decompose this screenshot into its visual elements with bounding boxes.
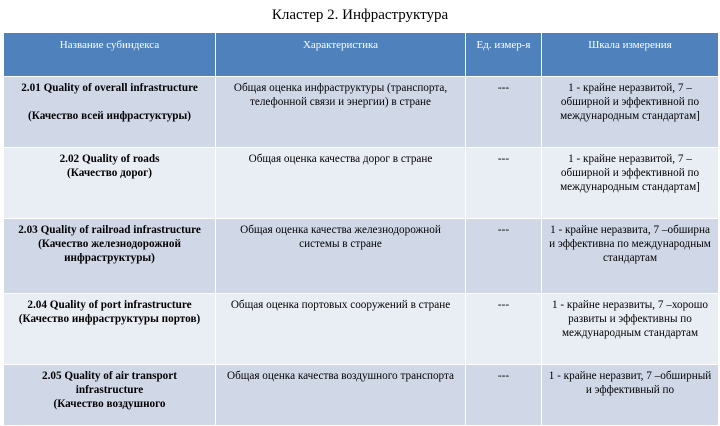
table-row [4,148,719,219]
cell-subindex-name [4,219,216,294]
infrastructure-table [3,32,719,426]
cell-unit: --- [466,219,542,294]
cell-subindex-name [4,365,216,426]
subindex-name-ru: (Качество всей инфрастуктуры) [28,110,191,122]
cell-unit: --- [466,148,542,219]
table-row [4,219,719,294]
subindex-name-en: 2.02 Quality of roads [59,153,160,165]
subindex-name-ru: (Качество инфраструктуры портов) [18,313,201,325]
table-header-row [4,33,719,77]
subindex-name-en: 2.04 Quality of port infrastructure [27,299,192,311]
table-row [4,365,719,426]
cell-subindex-name [4,77,216,148]
cell-subindex-name [4,294,216,365]
cell-characteristic: Общая оценка качества воздушного транспорта [216,365,466,426]
cell-scale: 1 - крайне неразвитой, 7 –обширной и эффективной по международным стандартам] [542,148,719,219]
subindex-name-en: 2.03 Quality of railroad infrastructure [18,224,201,236]
page-title: Кластер 2. Инфраструктура [271,7,449,23]
cell-characteristic: Общая оценка качества железнодорожной системы в стране [216,219,466,294]
cell-unit: --- [466,365,542,426]
cell-unit: --- [466,77,542,148]
table-row [4,294,719,365]
subindex-name-en: 2.05 Quality of air transport infrastructure [42,370,177,396]
cell-characteristic: Общая оценка инфраструктуры (транспорта, телефонной связи и энергии) в стране [216,77,466,148]
subindex-name-en: 2.01 Quality of overall infrastructure [21,82,198,94]
cell-scale: 1 - крайне неразвиты, 7 –хорошо развиты и эффективны по международным стандартам [542,294,719,365]
subindex-name-ru: (Качество воздушного [53,398,166,410]
cell-scale: 1 - крайне неразвит, 7 –обширный и эффективный по [542,365,719,426]
cell-unit: --- [466,294,542,365]
cell-scale: 1 - крайне неразвита, 7 –обширна и эффективна по международным стандартам [542,219,719,294]
cell-scale: 1 - крайне неразвитой, 7 –обширной и эффективной по международным стандартам] [542,77,719,148]
header-name: Название субиндекса [4,33,216,77]
subindex-name-ru: (Качество железнодорожной инфраструктуры) [38,238,181,264]
header-characteristic: Характеристика [216,33,466,77]
header-scale: Шкала измерения [542,33,719,77]
cell-characteristic: Общая оценка портовых сооружений в стране [216,294,466,365]
cell-characteristic: Общая оценка качества дорог в стране [216,148,466,219]
subindex-name-ru: (Качество дорог) [67,167,152,179]
table-row [4,77,719,148]
cell-subindex-name [4,148,216,219]
header-unit: Ед. измер-я [466,33,542,77]
